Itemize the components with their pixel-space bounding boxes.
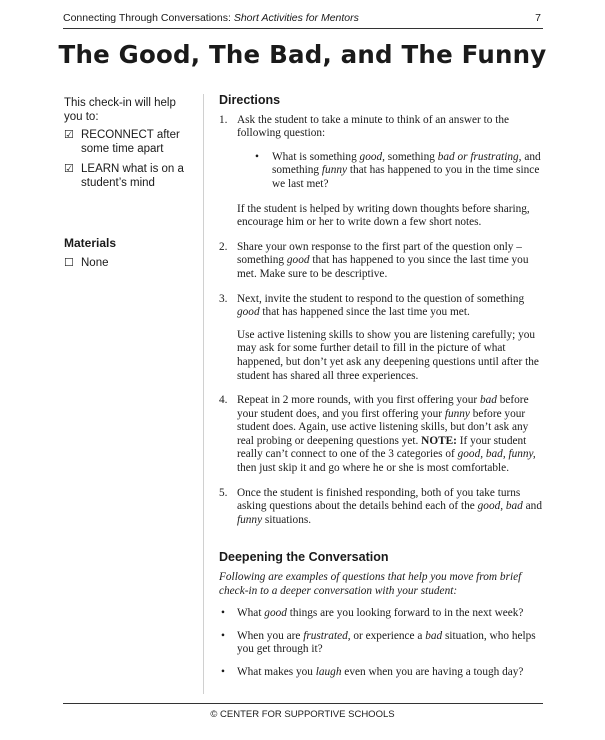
- step-text: [237, 487, 544, 528]
- main-content: [219, 94, 544, 689]
- text-run: or experience a: [350, 629, 426, 642]
- step-5: [219, 487, 544, 528]
- directions-list: [219, 114, 544, 528]
- text-run: Next, invite the student to respond to the question of something: [237, 292, 525, 305]
- step-note: If the student is helped by writing down thoughts before sharing, encourage him or her to write down a few short notes.: [237, 202, 530, 229]
- step-number: 5.: [219, 486, 228, 499]
- bullet-text: something: [384, 150, 438, 163]
- emphasis-good-bad: good, bad: [477, 500, 523, 513]
- emphasis-laugh: laugh: [315, 666, 342, 678]
- step-note: Use active listening skills to show you are listening carefully; you may ask for some further detail to fill in the picture of what happened, but don’t yet ask any deepening questions until after the student has shared all three experiences.: [237, 328, 539, 382]
- deepening-heading: Deepening the Conversation: [219, 550, 389, 565]
- question-item: [219, 630, 544, 657]
- emphasis-funny: funny: [321, 164, 348, 177]
- step-number: 1.: [219, 113, 228, 126]
- column-divider: [203, 94, 204, 694]
- bullet-icon: •: [255, 150, 259, 163]
- sidebar: [64, 96, 196, 276]
- question-item: [219, 607, 544, 621]
- step-1: [219, 114, 544, 230]
- text-run: and: [522, 500, 542, 513]
- sidebar-intro: This check-in will help you to:: [64, 97, 176, 123]
- step-number: 4.: [219, 394, 228, 407]
- text-run: before your student does. Again, use active listening skills, but don’t ask any real probing or deepening questions yet.: [237, 407, 529, 447]
- empty-box-icon: ☐: [64, 257, 74, 269]
- deepening-intro: Following are examples of questions that help you move from brief check-in to a deeper conversation with your student:: [219, 571, 522, 597]
- checked-box-icon: ☑: [64, 129, 74, 141]
- header-title: [63, 12, 359, 24]
- step-3: [219, 293, 544, 384]
- step-number: 3.: [219, 292, 228, 305]
- bullet-icon: •: [221, 629, 225, 642]
- bullet-text: What is something: [272, 150, 360, 163]
- text-run: What makes you: [237, 666, 316, 678]
- page-number: 7: [535, 12, 541, 24]
- deepening-section: [219, 551, 544, 679]
- text-run: then just skip it and go where he or she is most comfortable.: [237, 462, 510, 475]
- emphasis-good: good,: [359, 150, 385, 163]
- emphasis-funny: funny: [444, 407, 470, 420]
- text-run: situation, who helps you get through it?: [237, 629, 536, 656]
- emphasis-good: good: [286, 254, 310, 267]
- material-label: None: [81, 257, 109, 269]
- text-run: When you are: [237, 629, 304, 642]
- checked-box-icon: ☑: [64, 163, 74, 175]
- goal-label: LEARN what is on a student’s mind: [81, 163, 184, 189]
- text-run: Once the student is finished responding, both of you take turns asking questions about the details behind each of the: [237, 486, 521, 513]
- text-run: that has happened to you since the last time you met. Make sure to be descriptive.: [237, 254, 529, 280]
- emphasis-bad: bad: [479, 394, 497, 407]
- step-4: [219, 394, 544, 476]
- text-run: before your student does, and you first offering your: [237, 394, 529, 420]
- goal-learn: [64, 162, 196, 190]
- text-run: Repeat in 2 more rounds, with you first offering your: [237, 394, 480, 407]
- running-header: [63, 8, 543, 29]
- material-none: [64, 256, 196, 270]
- header-title-subtitle: Short Activities for Mentors: [233, 12, 359, 24]
- step-text: [237, 241, 544, 282]
- text-run: things are you looking forward to in the next week?: [286, 607, 524, 620]
- emphasis-frustrated: frustrated,: [303, 629, 351, 642]
- step-text: Ask the student to take a minute to think of an answer to the following question:: [237, 113, 510, 140]
- bullet-text: that has happened to you in the time since we last met?: [272, 164, 540, 190]
- bullet-icon: •: [221, 666, 225, 678]
- text-run: If your student really can’t connect to one of the 3 categories of: [237, 434, 527, 461]
- step-number: 2.: [219, 240, 228, 253]
- goal-reconnect: [64, 128, 196, 156]
- text-run: situations.: [262, 513, 312, 526]
- question-item: [219, 666, 544, 680]
- footer-rule: [63, 703, 543, 704]
- step-2: [219, 241, 544, 282]
- question-bullet: [237, 151, 544, 192]
- text-run: Share your own response to the first part of the question only – something: [237, 240, 522, 267]
- text-run: even when you are having a tough day?: [341, 666, 524, 678]
- emphasis-good: good: [237, 306, 260, 319]
- directions-heading: Directions: [219, 93, 281, 107]
- question-list: [219, 607, 544, 679]
- emphasis-good: good: [264, 607, 287, 620]
- goal-label: RECONNECT after some time apart: [81, 129, 180, 155]
- page-title: The Good, The Bad, and The Funny: [58, 40, 547, 69]
- step-text: [237, 293, 544, 320]
- emphasis-categories: good, bad, funny,: [457, 448, 536, 461]
- materials-heading: Materials: [64, 236, 117, 250]
- emphasis-bad: bad or frustrating,: [437, 150, 522, 163]
- footer-copyright: © CENTER FOR SUPPORTIVE SCHOOLS: [210, 709, 395, 720]
- text-run: that has happened since the last time you met.: [259, 306, 470, 319]
- emphasis-bad: bad: [425, 629, 443, 642]
- note-label: NOTE:: [421, 434, 457, 447]
- step-text: [237, 394, 544, 476]
- bullet-icon: •: [221, 607, 225, 620]
- header-title-prefix: Connecting Through Conversations:: [63, 12, 234, 24]
- bullet-text: and something: [272, 150, 541, 177]
- emphasis-funny: funny: [237, 513, 263, 526]
- text-run: What: [237, 607, 265, 620]
